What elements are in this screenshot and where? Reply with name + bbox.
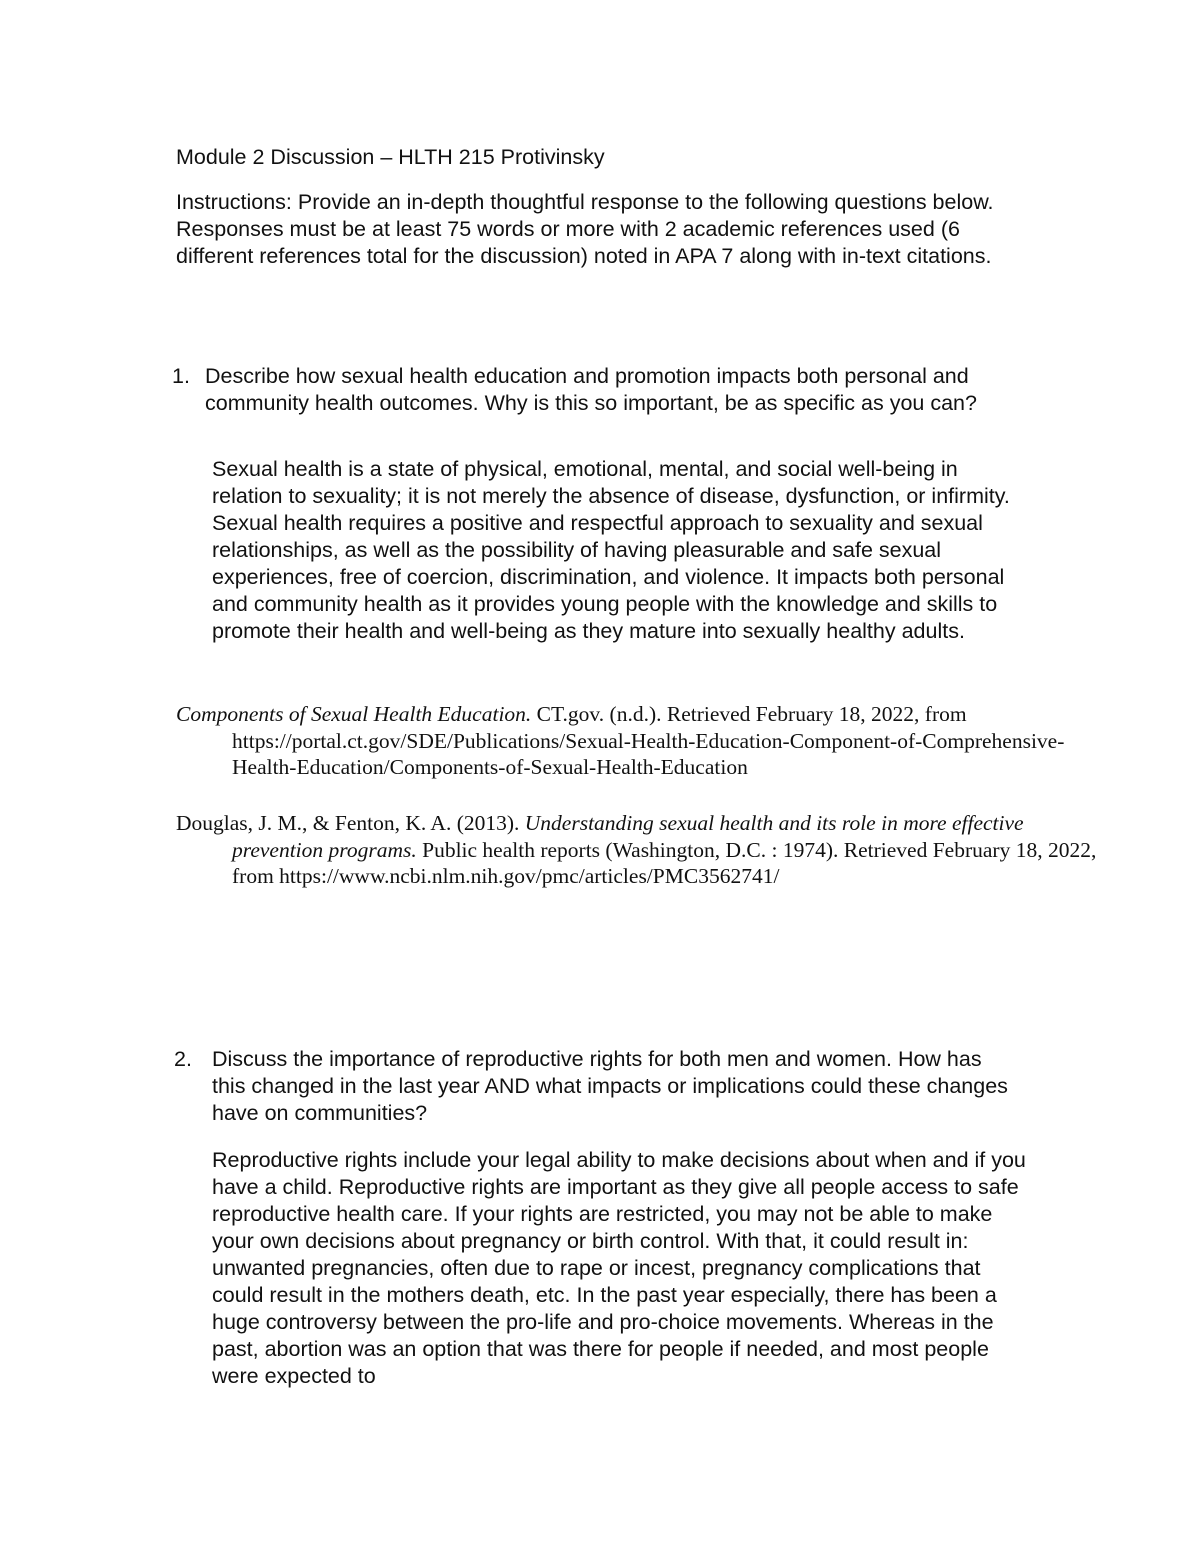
reference-1-title: Components of Sexual Health Education. (176, 702, 532, 726)
instructions-paragraph: Instructions: Provide an in-depth thoughtful response to the following questions below. Responses must be at least 75 words or more with 2 academic references used (6 different references total for the discussion) noted in APA 7 along with in-text citations. (176, 190, 994, 268)
reference-2-authors: Douglas, J. M., & Fenton, K. A. (2013). (176, 811, 525, 835)
reference-2 (176, 810, 1102, 890)
question-2-text: Discuss the importance of reproductive rights for both men and women. How has this changed in the last year AND what impacts or implications could these changes have on communities? (212, 1047, 1008, 1125)
page-title: Module 2 Discussion – HLTH 215 Protivinsky (176, 145, 605, 169)
reference-1 (176, 701, 1102, 781)
question-1-number: 1. (172, 364, 190, 388)
answer-1-paragraph: Sexual health is a state of physical, emotional, mental, and social well-being in relation to sexuality; it is not merely the absence of disease, dysfunction, or infirmity. Sexual health requires a positive and respectful approach to sexuality and sexual relationships, as well as the possibility of having pleasurable and safe sexual experiences, free of coercion, discrimination, and violence. It impacts both personal and community health as it provides young people with the knowledge and skills to promote their health and well-being as they mature into sexually healthy adults. (212, 457, 1010, 643)
reference-2-details: Public health reports (Washington, D.C. : 1974). Retrieved February 18, 2022, from https://www.ncbi.nlm.nih.gov/pmc/articles/PMC3562741/ (232, 837, 1097, 888)
question-2-number: 2. (174, 1047, 192, 1071)
reference-1-details: CT.gov. (n.d.). Retrieved February 18, 2022, from https://portal.ct.gov/SDE/Publications/Sexual-Health-Education-Component-of-Comprehensive-Health-Education/Components-of-Sexual-Health-Education (232, 702, 1065, 779)
reference-2-title: Understanding sexual health and its role in more effective prevention programs. (232, 811, 1024, 862)
question-1-text: Describe how sexual health education and promotion impacts both personal and community health outcomes. Why is this so important, be as specific as you can? (205, 364, 977, 415)
answer-2-paragraph: Reproductive rights include your legal ability to make decisions about when and if you have a child. Reproductive rights are important as they give all people access to safe reproductive health care. If your rights are restricted, you may not be able to make your own decisions about pregnancy or birth control. With that, it could result in: unwanted pregnancies, often due to rape or incest, pregnancy complications that could result in the mothers death, etc. In the past year especially, there has been a huge controversy between the pro-life and pro-choice movements. Whereas in the past, abortion was an option that was there for people if needed, and most people were expected to (212, 1148, 1026, 1388)
